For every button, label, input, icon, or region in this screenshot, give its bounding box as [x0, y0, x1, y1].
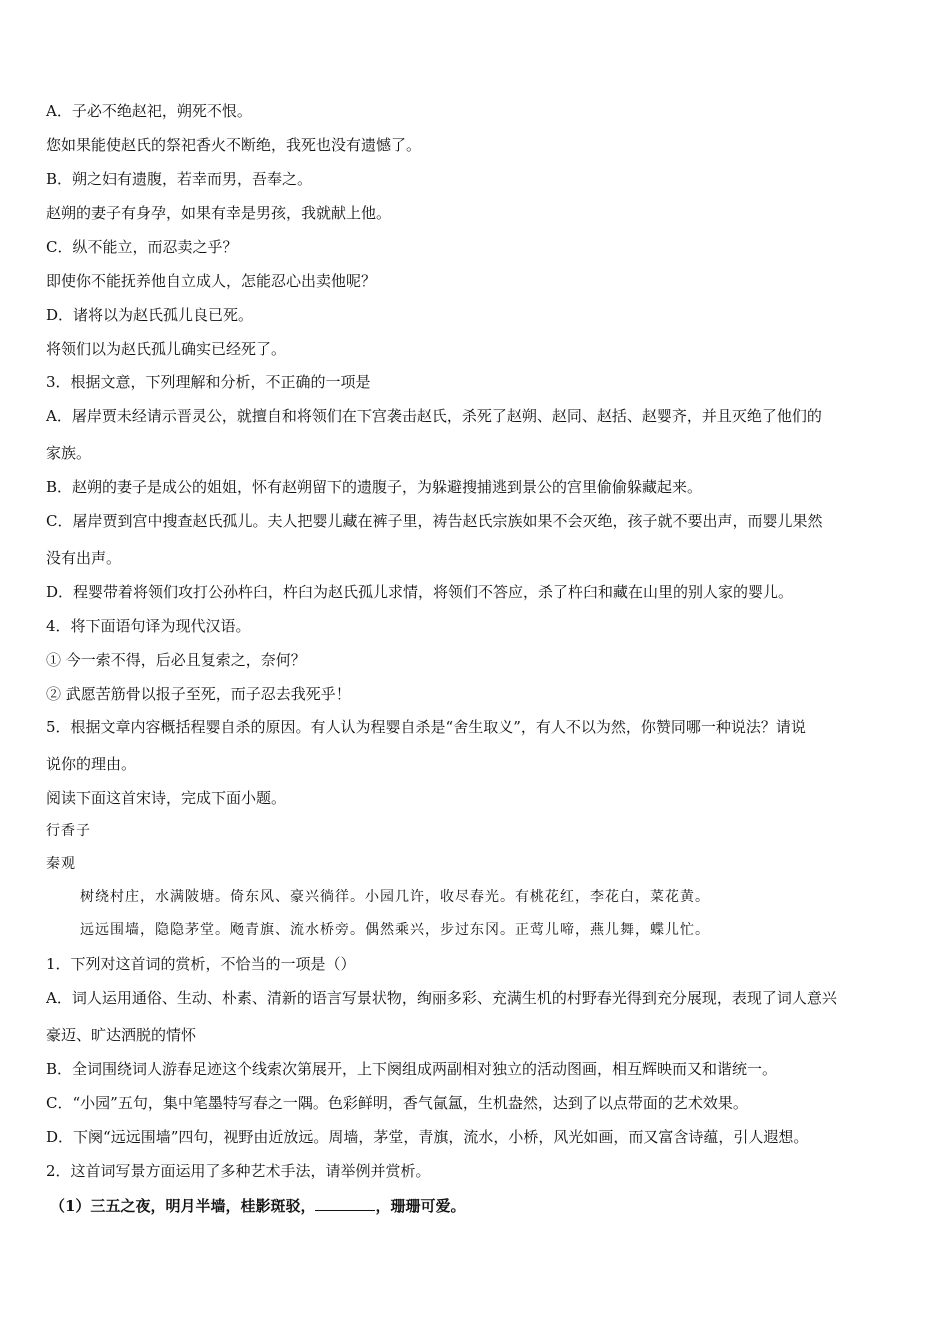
answer-blank[interactable]: [315, 1195, 375, 1211]
question-3-stem: 3．根据文意，下列理解和分析，不正确的一项是: [46, 373, 371, 391]
pq1-option-d: D．下阕“远远围墙”四句，视野由近放远。周墙，茅堂，青旗，流水，小桥，风光如画，而又富含诗蕴，引人遐想。: [46, 1128, 809, 1146]
option-d-translation: 将领们以为赵氏孤儿确实已经死了。: [46, 340, 287, 358]
question-4-stem: 4．将下面语句译为现代汉语。: [46, 617, 251, 635]
q3-option-d: D．程婴带着将领们攻打公孙杵臼，杵臼为赵氏孤儿求情，将领们不答应，杀了杵臼和藏在山里的别人家的婴儿。: [46, 583, 794, 601]
q3-option-c-line1: C．屠岸贾到宫中搜查赵氏孤儿。夫人把婴儿藏在裤子里，祷告赵氏宗族如果不会灭绝，孩子就不要出声，而婴儿果然: [46, 512, 823, 530]
option-a-translation: 您如果能使赵氏的祭祀香火不断绝，我死也没有遗憾了。: [46, 136, 422, 154]
q3-option-b: B．赵朔的妻子是成公的姐姐，怀有赵朔留下的遗腹子，为躲避搜捕逃到景公的宫里偷偷躲藏起来。: [46, 478, 703, 496]
poem-question-1-stem: 1．下列对这首词的赏析，不恰当的一项是（）: [46, 955, 356, 973]
option-b-sentence: B．朔之妇有遗腹，若幸而男，吾奉之。: [46, 170, 313, 188]
option-c-sentence: C．纵不能立，而忍卖之乎？: [46, 238, 238, 256]
fill-blank-prefix: （1）三五之夜，明月半墙，桂影斑驳，: [50, 1197, 316, 1215]
q4-item-2: ② 武愿苦筋骨以报子至死，而子忍去我死乎！: [46, 685, 351, 703]
poem-question-2-stem: 2．这首词写景方面运用了多种艺术手法，请举例并赏析。: [46, 1162, 431, 1180]
q4-item-1: ① 今一索不得，后必且复索之，奈何？: [46, 651, 306, 669]
poem-stanza-1: 树绕村庄，水满陂塘。倚东风、豪兴徜徉。小园几许，收尽春光。有桃花红，李花白，菜花黄。: [80, 889, 710, 905]
poem-stanza-2: 远远围墙，隐隐茅堂。飏青旗、流水桥旁。偶然乘兴，步过东冈。正莺儿啼，燕儿舞，蝶儿忙。: [80, 922, 710, 938]
poem-instruction: 阅读下面这首宋诗，完成下面小题。: [46, 789, 287, 807]
fill-blank-question: [50, 1195, 912, 1216]
pq1-option-a-line1: A．词人运用通俗、生动、朴素、清新的语言写景状物，绚丽多彩、充满生机的村野春光得到充分展现，表现了词人意兴: [46, 989, 837, 1007]
poem-title: 行香子: [46, 823, 91, 839]
q3-option-a-line2: 家族。: [46, 444, 92, 462]
pq1-option-b: B．全词围绕词人游春足迹这个线索次第展开，上下阕组成两副相对独立的活动图画，相互辉映而又和谐统一。: [46, 1060, 778, 1078]
pq1-option-c: C．“小园”五句，集中笔墨特写春之一隅。色彩鲜明，香气氤氲，生机盎然，达到了以点带面的艺术效果。: [46, 1094, 748, 1112]
option-c-translation: 即使你不能抚养他自立成人，怎能忍心出卖他呢？: [46, 272, 377, 290]
option-a-sentence: A．子必不绝赵祀，朔死不恨。: [46, 102, 252, 120]
q3-option-c-line2: 没有出声。: [46, 549, 122, 567]
q3-option-a-line1: A．屠岸贾未经请示晋灵公，就擅自和将领们在下宫袭击赵氏，杀死了赵朔、赵同、赵括、赵婴齐，并且灭绝了他们的: [46, 407, 822, 425]
pq1-option-a-line2: 豪迈、旷达洒脱的情怀: [46, 1026, 197, 1044]
poem-author: 秦观: [46, 856, 76, 872]
question-5-line1: 5．根据文章内容概括程婴自杀的原因。有人认为程婴自杀是“舍生取义”，有人不以为然，你赞同哪一种说法？请说: [46, 718, 806, 736]
question-5-line2: 说你的理由。: [46, 755, 137, 773]
option-b-translation: 赵朔的妻子有身孕，如果有幸是男孩，我就献上他。: [46, 204, 392, 222]
fill-blank-suffix: ，珊珊可爱。: [375, 1197, 466, 1215]
option-d-sentence: D．诸将以为赵氏孤儿良已死。: [46, 306, 254, 324]
